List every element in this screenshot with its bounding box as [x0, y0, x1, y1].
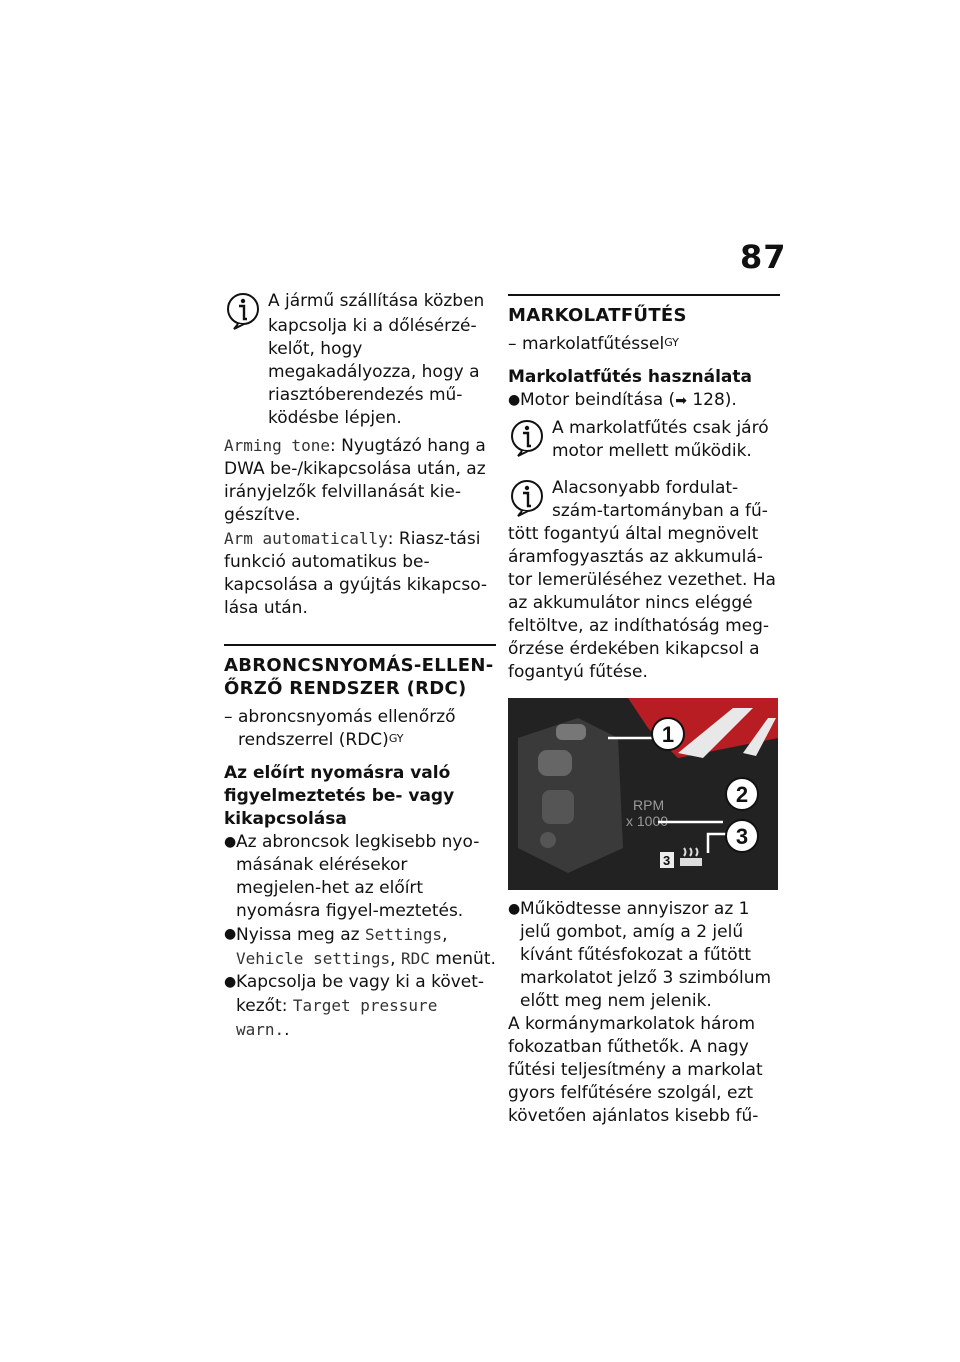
list-item [224, 971, 496, 1042]
info-note-first-line: Alacsonyabb fordulat- [552, 478, 739, 498]
arming-tone-label: Arming tone [224, 436, 330, 455]
body-paragraph: A kormánymarkolatok három fokozatban fűthetők. A nagy fűtési teljesítmény a markolat gyors felfűtésére szolgál, ezt követően ajánlatos kisebb fű- [508, 1014, 763, 1126]
gauge-digit: 3 [663, 853, 671, 868]
bullet-text: Működtesse annyiszor az 1 jelű gombot, amíg a 2 jelű kívánt fűtésfokozat a fűtött markolatot jelző 3 szimbólum előtt meg nem jelenik. [520, 899, 772, 1011]
list-item [508, 389, 780, 413]
bullet-text: Motor beindítása (➡ 128). [520, 390, 737, 410]
equipment-sup: GY [664, 336, 679, 349]
handlebar-switch-photo [508, 698, 778, 890]
info-note-text: kapcsolja ki a dőlésérzé-kelőt, hogy megakadályozza, hogy a riasztóberendezés mű-ködésbe lépjen. [268, 316, 480, 428]
bullet-text: Nyissa meg az Settings, Vehicle settings, RDC menüt. [236, 925, 496, 969]
list-item [508, 898, 780, 1013]
equipment-note [224, 706, 496, 752]
right-column [508, 288, 780, 1128]
page-reference-arrow-icon: ➡ [675, 393, 687, 409]
list-item [224, 831, 496, 923]
menu-settings: Settings [365, 925, 443, 944]
info-icon [224, 290, 262, 330]
list-item [224, 923, 496, 971]
callout-label: 2 [735, 782, 749, 807]
left-column [224, 288, 496, 1042]
info-icon [508, 417, 546, 457]
switch-button [540, 832, 556, 848]
switch-button [538, 750, 572, 776]
arming-tone-paragraph [224, 434, 496, 527]
equipment-text: abroncsnyomás ellenőrző rendszerrel (RDC)$^{GY}$ [238, 707, 456, 750]
arm-auto-label: Arm automatically [224, 529, 388, 548]
callout-label: 1 [661, 722, 675, 747]
equipment-note [508, 333, 780, 356]
bullet-dot: ● [224, 974, 237, 990]
section-title-grip-heating: MARKOLATFŰTÉS [508, 305, 687, 326]
menu-vehicle-settings: Vehicle settings [236, 949, 391, 968]
bullet-dot: ● [508, 392, 521, 408]
bullet-dot: ● [224, 834, 237, 850]
info-note [224, 288, 496, 430]
bullet-dot: ● [224, 926, 237, 942]
info-note [508, 475, 780, 684]
callout-label: 3 [735, 824, 749, 849]
info-note-first-line: A jármű szállítása közben [268, 291, 485, 311]
bullet-text: Az abroncsok legkisebb nyo-másának elérésekor megjelen-het az előírt nyomásra figyel-meztetés. [236, 832, 480, 921]
dash-marker: – [508, 334, 517, 354]
menu-rdc: RDC [400, 949, 430, 968]
switch-button [556, 724, 586, 740]
rpm-label: RPM [633, 797, 665, 813]
switch-button [542, 790, 574, 824]
arm-auto-text: : Riasz-tási funkció automatikus be-kapcsolása a gyújtás kikapcso-lása után. [224, 529, 488, 618]
bullet-dot: ● [508, 901, 521, 917]
equipment-sup: GY [388, 732, 404, 745]
info-note-text: motor mellett működik. [552, 441, 752, 461]
dash-marker: – [224, 707, 233, 727]
bullet-text: Kapcsolja be vagy ki a követ-kezőt: Target pressure warn.. [236, 972, 485, 1040]
menu-target-pressure-warn: Target pressure warn. [236, 996, 438, 1039]
info-note-first-line: A markolatfűtés csak járó [552, 418, 769, 438]
arm-auto-paragraph [224, 527, 496, 620]
page-number: 87 [740, 238, 787, 276]
info-note [508, 415, 780, 463]
subhead-pressure-warning: Az előírt nyomásra való figyelmeztetés be- vagy kikapcsolása [224, 763, 455, 829]
section-title-rdc: ABRONCSNYOMÁS-ELLEN-ŐRZŐ RENDSZER (RDC) [224, 655, 494, 699]
arming-tone-text: : Nyugtázó hang a DWA be-/kikapcsolása után, az irányjelzők felvillanását kie-gészítve. [224, 436, 486, 525]
equipment-text: markolatfűtéssel$^{GY}$ [522, 334, 679, 354]
info-note-text: szám-tartományban a fű-tött fogantyú által megnövelt áramfogyasztás az akkumulá-tor lemerüléséhez vezethet. Ha az akkumulátor nincs eléggé feltöltve, az indíthatóság meg-őrzése érdekében kikapcsol a fogantyú fűtése. [508, 501, 776, 682]
subhead-grip-heating-use: Markolatfűtés használata [508, 367, 752, 387]
section-divider [508, 294, 780, 296]
section-divider [224, 644, 496, 646]
rpm-scale: x 1000 [626, 813, 669, 829]
info-icon [508, 477, 546, 517]
